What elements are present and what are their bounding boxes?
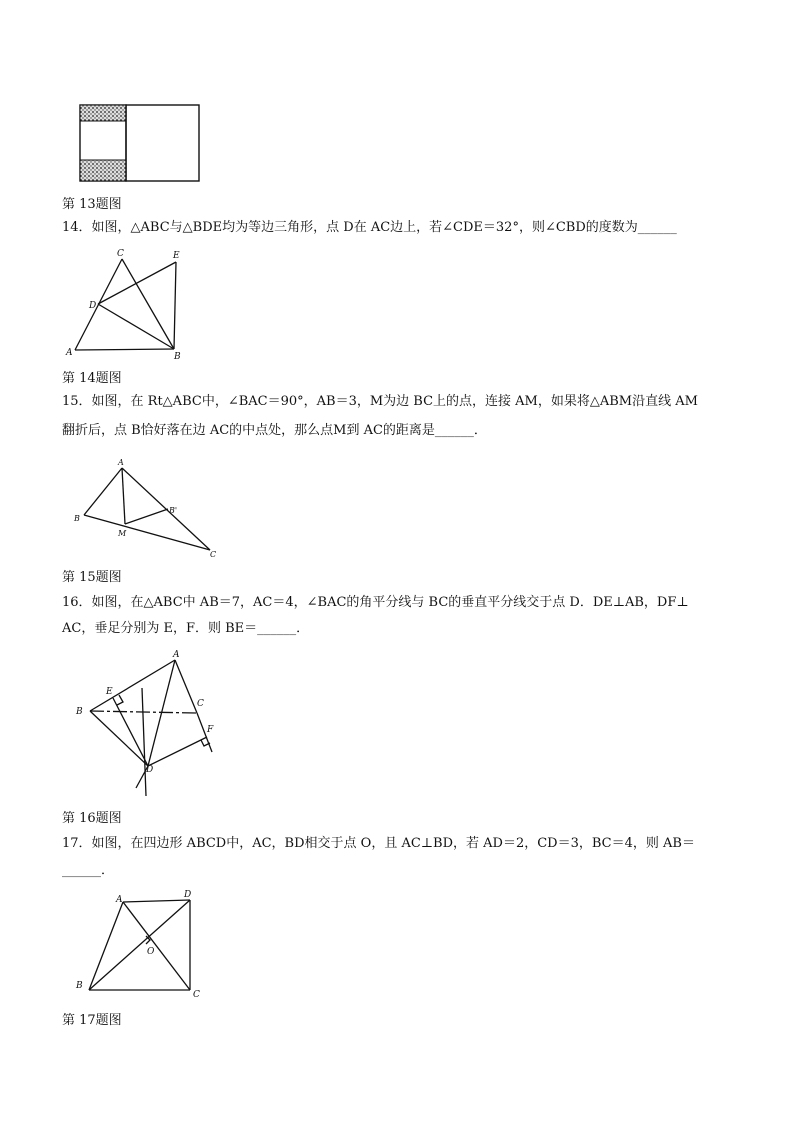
fig17-label-D: D	[184, 890, 192, 900]
fig14-segment-CB	[122, 259, 174, 349]
fig16-label-A: A	[173, 650, 180, 660]
fig16-perpendicular-bisector	[142, 688, 146, 796]
figure-14	[60, 246, 200, 362]
fig14-segment-EB	[174, 262, 176, 349]
fig16-label-C: C	[197, 699, 204, 709]
caption-q14: 第 14题图	[62, 371, 122, 386]
fig16-label-F: F	[207, 725, 214, 735]
fig15-label-B-prime: B'	[169, 506, 178, 515]
fig17-diagonal-AC	[123, 902, 190, 990]
fig15-label-C: C	[210, 550, 217, 559]
fig14-label-A: A	[66, 348, 73, 358]
fig13-right-square	[126, 105, 199, 181]
fig14-label-B: B	[174, 352, 181, 362]
fig17-segment-BA	[89, 902, 123, 990]
fig15-label-B: B	[74, 514, 80, 523]
fig16-segment-DF	[148, 737, 207, 766]
question-16-line-1: 16．如图，在△ABC中 AB＝7，AC＝4，∠BAC的角平分线与 BC的垂直平分线交于点 D．DE⊥AB，DF⊥	[62, 595, 689, 610]
fig15-segment-AM	[122, 468, 125, 524]
fig16-segment-AC	[175, 660, 197, 713]
fig15-segment-AB	[84, 468, 122, 515]
fig17-diagonal-BD	[89, 900, 190, 990]
fig16-segment-DB	[90, 711, 148, 766]
fig15-segment-MB-prime	[125, 509, 168, 524]
question-14-text: 14．如图，△ABC与△BDE均为等边三角形，点 D在 AC边上，若∠CDE＝32°，则∠CBD的度数为______	[62, 220, 677, 235]
fig16-right-angle-E	[117, 695, 123, 705]
fig15-label-M: M	[118, 529, 127, 538]
fig13-top-strip	[80, 105, 126, 121]
fig17-label-B: B	[76, 981, 83, 991]
fig17-label-A: A	[116, 895, 123, 905]
caption-q16: 第 16题图	[62, 811, 122, 826]
fig16-label-D: D	[146, 765, 154, 775]
fig14-label-E: E	[173, 251, 180, 261]
figure-16	[70, 648, 230, 798]
caption-q13: 第 13题图	[62, 197, 122, 212]
caption-q17: 第 17题图	[62, 1013, 122, 1028]
fig17-label-O: O	[147, 947, 155, 957]
fig17-label-C: C	[193, 990, 200, 1000]
figure-15	[68, 456, 228, 560]
fig15-label-A: A	[118, 458, 124, 467]
caption-q15: 第 15题图	[62, 570, 122, 585]
question-15-line-2: 翻折后，点 B恰好落在边 AC的中点处，那么点M到 AC的距离是______．	[62, 423, 487, 438]
fig14-label-D: D	[89, 301, 97, 311]
figure-17	[70, 888, 210, 1004]
fig13-bottom-strip	[80, 160, 126, 181]
fig14-label-C: C	[117, 249, 124, 259]
fig16-label-B: B	[76, 707, 83, 717]
fig14-segment-DB	[98, 304, 174, 349]
fig16-label-E: E	[106, 687, 113, 697]
question-16-line-2: AC，垂足分别为 E，F．则 BE＝______．	[62, 621, 310, 636]
fig17-segment-AD	[123, 900, 190, 902]
figure-13	[76, 103, 202, 185]
question-17-line-2: ______．	[62, 863, 115, 878]
question-15-line-1: 15．如图，在 Rt△ABC中，∠BAC＝90°，AB＝3，M为边 BC上的点，连接 AM，如果将△ABM沿直线 AM	[62, 394, 698, 409]
question-17-line-1: 17．如图，在四边形 ABCD中，AC，BD相交于点 O，且 AC⊥BD，若 AD＝2，CD＝3，BC＝4，则 AB＝	[62, 836, 695, 851]
fig14-segment-AB	[75, 349, 174, 350]
fig16-segment-AB	[90, 660, 175, 711]
